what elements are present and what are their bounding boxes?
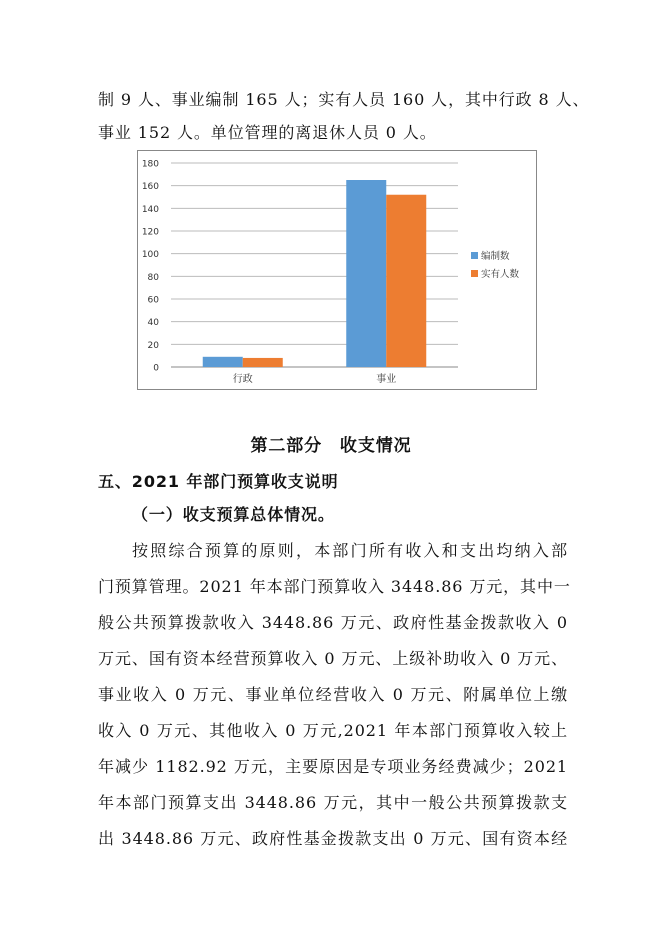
y-tick-label: 60 [147, 295, 159, 306]
bar-admin-authorized [203, 357, 243, 367]
y-tick-label: 180 [141, 159, 159, 170]
x-tick-label: 行政 [232, 374, 253, 385]
y-tick-label: 40 [147, 318, 159, 329]
body-line-5: 事业收入 0 万元、事业单位经营收入 0 万元、附属单位上缴 [98, 685, 568, 704]
body-line-8: 年本部门预算支出 3448.86 万元，其中一般公共预算拨款支 [98, 793, 568, 812]
legend-swatch [471, 270, 478, 277]
y-tick-label: 20 [147, 340, 159, 351]
body-line-1: 按照综合预算的原则，本部门所有收入和支出均纳入部 [132, 541, 568, 560]
y-tick-label: 0 [153, 363, 159, 374]
y-tick-label: 100 [141, 250, 159, 261]
bar-institution-actual [386, 195, 426, 367]
body-line-4: 万元、国有资本经营预算收入 0 万元、上级补助收入 0 万元、 [98, 649, 568, 668]
body-line-6: 收入 0 万元、其他收入 0 万元,2021 年本部门预算收入较上 [98, 721, 568, 740]
section-title: 第二部分 收支情况 [250, 436, 412, 456]
body-line-3: 般公共预算拨款收入 3448.86 万元、政府性基金拨款收入 0 [98, 613, 568, 632]
y-tick-label: 140 [141, 204, 159, 215]
staffing-bar-chart [137, 150, 537, 390]
bar-admin-actual [243, 358, 283, 367]
chart-svg [138, 151, 536, 389]
body-line-9: 出 3448.86 万元、政府性基金拨款支出 0 万元、国有资本经 [98, 829, 568, 848]
y-tick-label: 80 [147, 272, 159, 283]
legend-label: 实有人数 [481, 269, 520, 280]
heading-budget-explanation: 五、2021 年部门预算收支说明 [98, 472, 339, 491]
body-line-7: 年减少 1182.92 万元，主要原因是专项业务经费减少；2021 [98, 757, 568, 776]
body-line-2: 门预算管理。2021 年本部门预算收入 3448.86 万元，其中一 [98, 577, 571, 596]
heading-overall-budget: （一）收支预算总体情况。 [132, 505, 335, 524]
intro-line-1: 制 9 人、事业编制 165 人；实有人员 160 人，其中行政 8 人、 [98, 90, 590, 109]
y-tick-label: 160 [141, 182, 159, 193]
intro-line-2: 事业 152 人。单位管理的离退休人员 0 人。 [98, 123, 437, 142]
legend-label: 编制数 [481, 251, 510, 262]
legend-swatch [471, 252, 478, 259]
y-tick-label: 120 [141, 227, 159, 238]
x-tick-label: 事业 [376, 374, 397, 385]
bar-institution-authorized [346, 180, 386, 367]
